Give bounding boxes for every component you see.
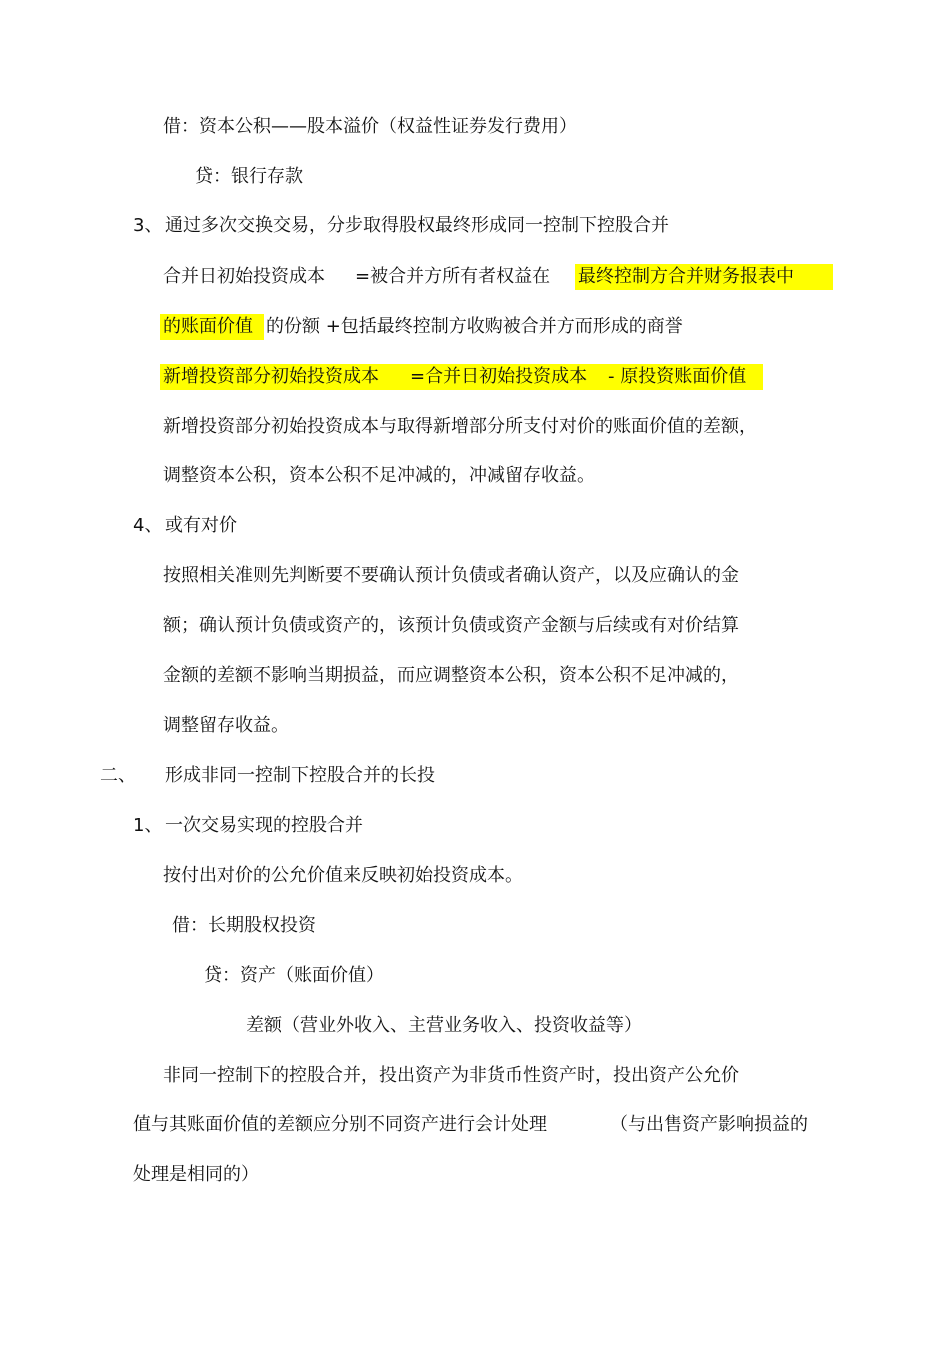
section2-item1-number: 1、 <box>133 815 163 836</box>
formula1-highlight2: 的账面价值 <box>163 316 253 337</box>
debit-long-term-equity: 借：长期股权投资 <box>172 915 316 936</box>
item4-title: 或有对价 <box>165 515 237 536</box>
debit-capital-reserve: 借：资本公积——股本溢价（权益性证券发行费用） <box>163 116 577 137</box>
formula1-part3: 的份额 +包括最终控制方收购被合并方而形成的商誉 <box>266 316 683 337</box>
note-line2b: （与出售资产影响损益的 <box>610 1114 808 1135</box>
section2-title: 形成非同一控制下控股合并的长投 <box>165 765 435 786</box>
formula1-part2: =被合并方所有者权益在 <box>355 266 551 287</box>
contingent-line3: 金额的差额不影响当期损益，而应调整资本公积，资本公积不足冲减的， <box>163 665 739 686</box>
section2-number: 二、 <box>100 765 136 786</box>
note-line2a: 值与其账面价值的差额应分别不同资产进行会计处理 <box>133 1114 547 1135</box>
difference-line: 差额（营业外收入、主营业务收入、投资收益等） <box>246 1015 642 1036</box>
diff-line2: 调整资本公积，资本公积不足冲减的，冲减留存收益。 <box>163 465 595 486</box>
section2-item1-title: 一次交易实现的控股合并 <box>165 815 363 836</box>
contingent-line1: 按照相关准则先判断要不要确认预计负债或者确认资产，以及应确认的金 <box>163 565 739 586</box>
note-line1: 非同一控制下的控股合并，投出资产为非货币性资产时，投出资产公允价 <box>163 1065 739 1086</box>
formula2-c: - 原投资账面价值 <box>608 366 747 387</box>
item4-number: 4、 <box>133 515 163 536</box>
note-line3: 处理是相同的） <box>133 1164 259 1185</box>
fair-value-desc: 按付出对价的公允价值来反映初始投资成本。 <box>163 865 523 886</box>
item3-title: 通过多次交换交易，分步取得股权最终形成同一控制下控股合并 <box>165 215 669 236</box>
diff-line1: 新增投资部分初始投资成本与取得新增部分所支付对价的账面价值的差额， <box>163 416 757 437</box>
credit-bank: 贷：银行存款 <box>195 166 303 187</box>
formula2-a: 新增投资部分初始投资成本 <box>163 366 379 387</box>
contingent-line2: 额；确认预计负债或资产的，该预计负债或资产金额与后续或有对价结算 <box>163 615 739 636</box>
formula1-part1: 合并日初始投资成本 <box>163 266 325 287</box>
credit-assets: 贷：资产（账面价值） <box>204 965 384 986</box>
formula1-highlight1: 最终控制方合并财务报表中 <box>578 266 794 287</box>
formula2-b: =合并日初始投资成本 <box>410 366 588 387</box>
item3-number: 3、 <box>133 215 163 236</box>
contingent-line4: 调整留存收益。 <box>163 715 289 736</box>
